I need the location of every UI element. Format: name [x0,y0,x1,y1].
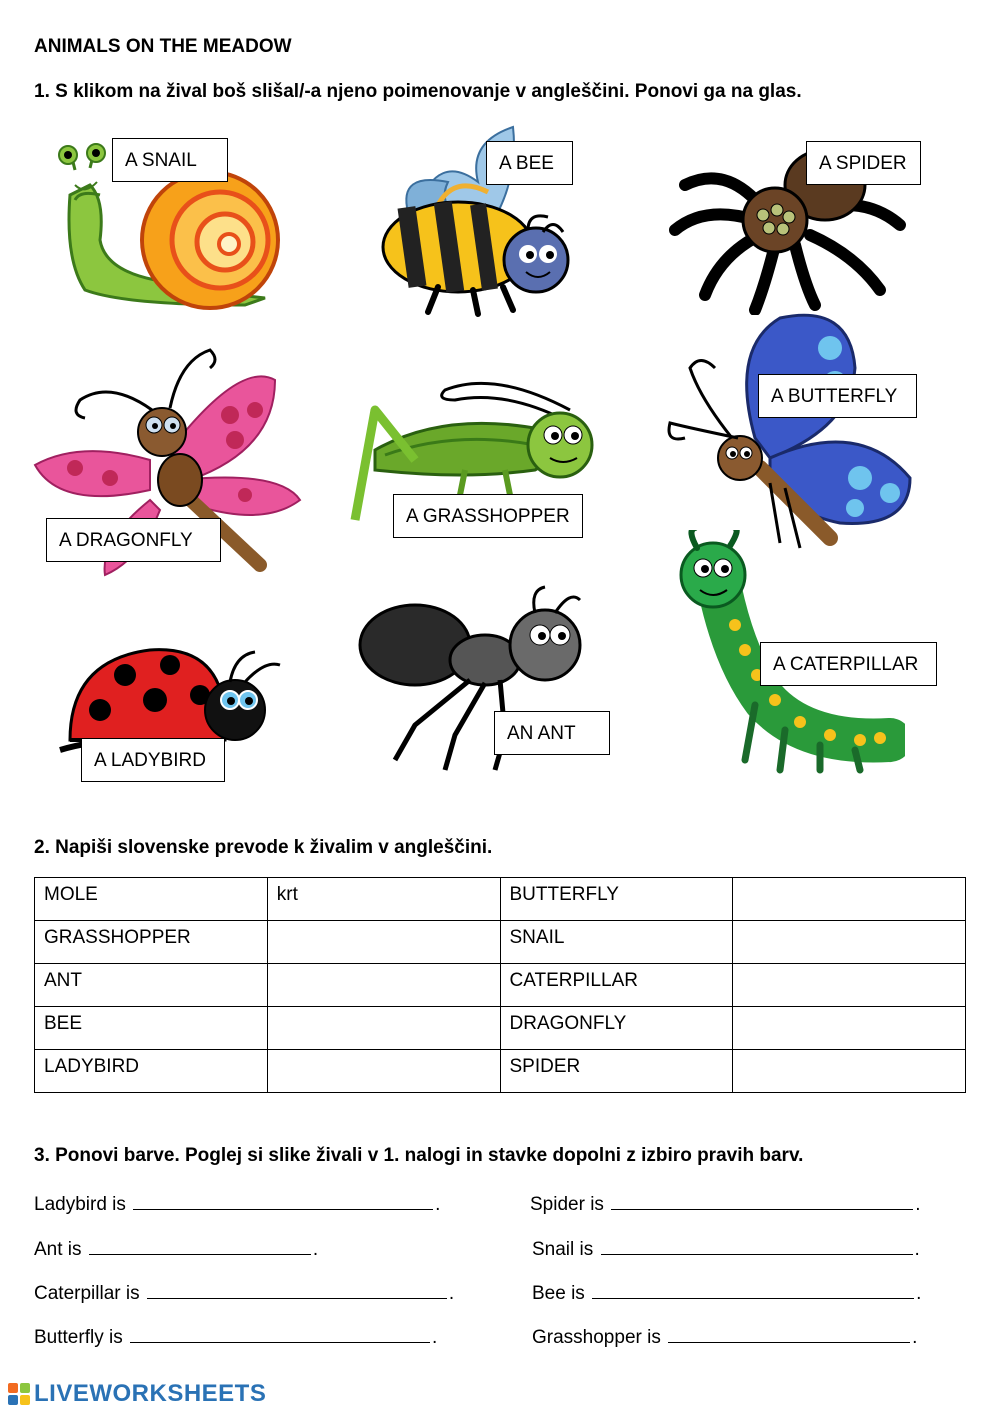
sentence-ant [34,1234,318,1261]
answer-blank[interactable] [89,1234,311,1255]
answer-blank[interactable] [147,1278,447,1299]
translation-field[interactable] [267,1007,500,1050]
sentence-text: Ladybird is [34,1194,126,1215]
task1-instruction: 1. S klikom na žival boš slišal/-a njeno poimenovanje v angleščini. Ponovi ga na glas. [34,81,802,102]
sentence-text: Caterpillar is [34,1283,140,1304]
label-ladybird[interactable]: A LADYBIRD [81,738,225,782]
table-row [35,921,966,964]
sentence-end: . [431,1327,438,1348]
sentence-caterpillar [34,1278,454,1305]
sentence-end: . [916,1283,922,1304]
sentence-end: . [448,1283,455,1304]
english-word: MOLE [35,878,268,921]
english-word: DRAGONFLY [500,1007,733,1050]
table-row [35,1007,966,1050]
sentence-end: . [914,1239,920,1260]
sentence-text: Bee is [532,1283,585,1304]
translation-field[interactable] [267,1050,500,1093]
english-word: BUTTERFLY [500,878,733,921]
label-butterfly[interactable]: A BUTTERFLY [758,374,917,418]
english-word: BEE [35,1007,268,1050]
translation-field[interactable] [733,964,966,1007]
answer-blank[interactable] [592,1278,914,1299]
sentence-ladybird [34,1189,440,1216]
translation-field[interactable] [267,964,500,1007]
english-word: SPIDER [500,1050,733,1093]
logo-text: LIVEWORKSHEETS [34,1380,267,1407]
translation-field[interactable] [733,1007,966,1050]
translation-field[interactable] [733,921,966,964]
english-word: GRASSHOPPER [35,921,268,964]
logo-grid-icon [8,1383,30,1405]
english-word: SNAIL [500,921,733,964]
sentence-text: Butterfly is [34,1327,123,1348]
liveworksheets-logo [8,1380,266,1408]
answer-blank[interactable] [611,1189,913,1210]
table-row [35,964,966,1007]
sentence-end: . [915,1194,921,1215]
task3-instruction: 3. Ponovi barve. Poglej si slike živali v 1. nalogi in stavke dopolni z izbiro pravih barv. [34,1145,804,1166]
label-caterpillar[interactable]: A CATERPILLAR [760,642,937,686]
answer-blank[interactable] [130,1322,430,1343]
translation-field[interactable]: krt [267,878,500,921]
label-snail[interactable]: A SNAIL [112,138,228,182]
sentence-spider [530,1189,920,1216]
sentence-grasshopper [532,1322,917,1349]
label-bee[interactable]: A BEE [486,141,573,185]
answer-blank[interactable] [133,1189,433,1210]
table-row [35,878,966,921]
sentence-text: Grasshopper is [532,1327,661,1348]
english-word: CATERPILLAR [500,964,733,1007]
translation-field[interactable] [733,1050,966,1093]
task2-instruction: 2. Napiši slovenske prevode k živalim v angleščini. [34,837,493,858]
label-spider[interactable]: A SPIDER [806,141,921,185]
sentence-text: Ant is [34,1239,82,1260]
translation-field[interactable] [267,921,500,964]
table-row [35,1050,966,1093]
vocabulary-table [34,877,966,1093]
english-word: LADYBIRD [35,1050,268,1093]
label-ant[interactable]: AN ANT [494,711,610,755]
answer-blank[interactable] [668,1322,910,1343]
label-dragonfly[interactable]: A DRAGONFLY [46,518,221,562]
sentence-butterfly [34,1322,437,1349]
translation-field[interactable] [733,878,966,921]
sentence-bee [532,1278,921,1305]
page-title: ANIMALS ON THE MEADOW [34,36,292,57]
sentence-text: Snail is [532,1239,594,1260]
answer-blank[interactable] [601,1234,913,1255]
english-word: ANT [35,964,268,1007]
butterfly-picture[interactable] [660,308,925,558]
sentence-snail [532,1234,920,1261]
sentence-end: . [435,1194,441,1215]
label-grasshopper[interactable]: A GRASSHOPPER [393,494,583,538]
sentence-text: Spider is [530,1194,604,1215]
sentence-end: . [912,1327,918,1348]
sentence-end: . [312,1239,319,1260]
